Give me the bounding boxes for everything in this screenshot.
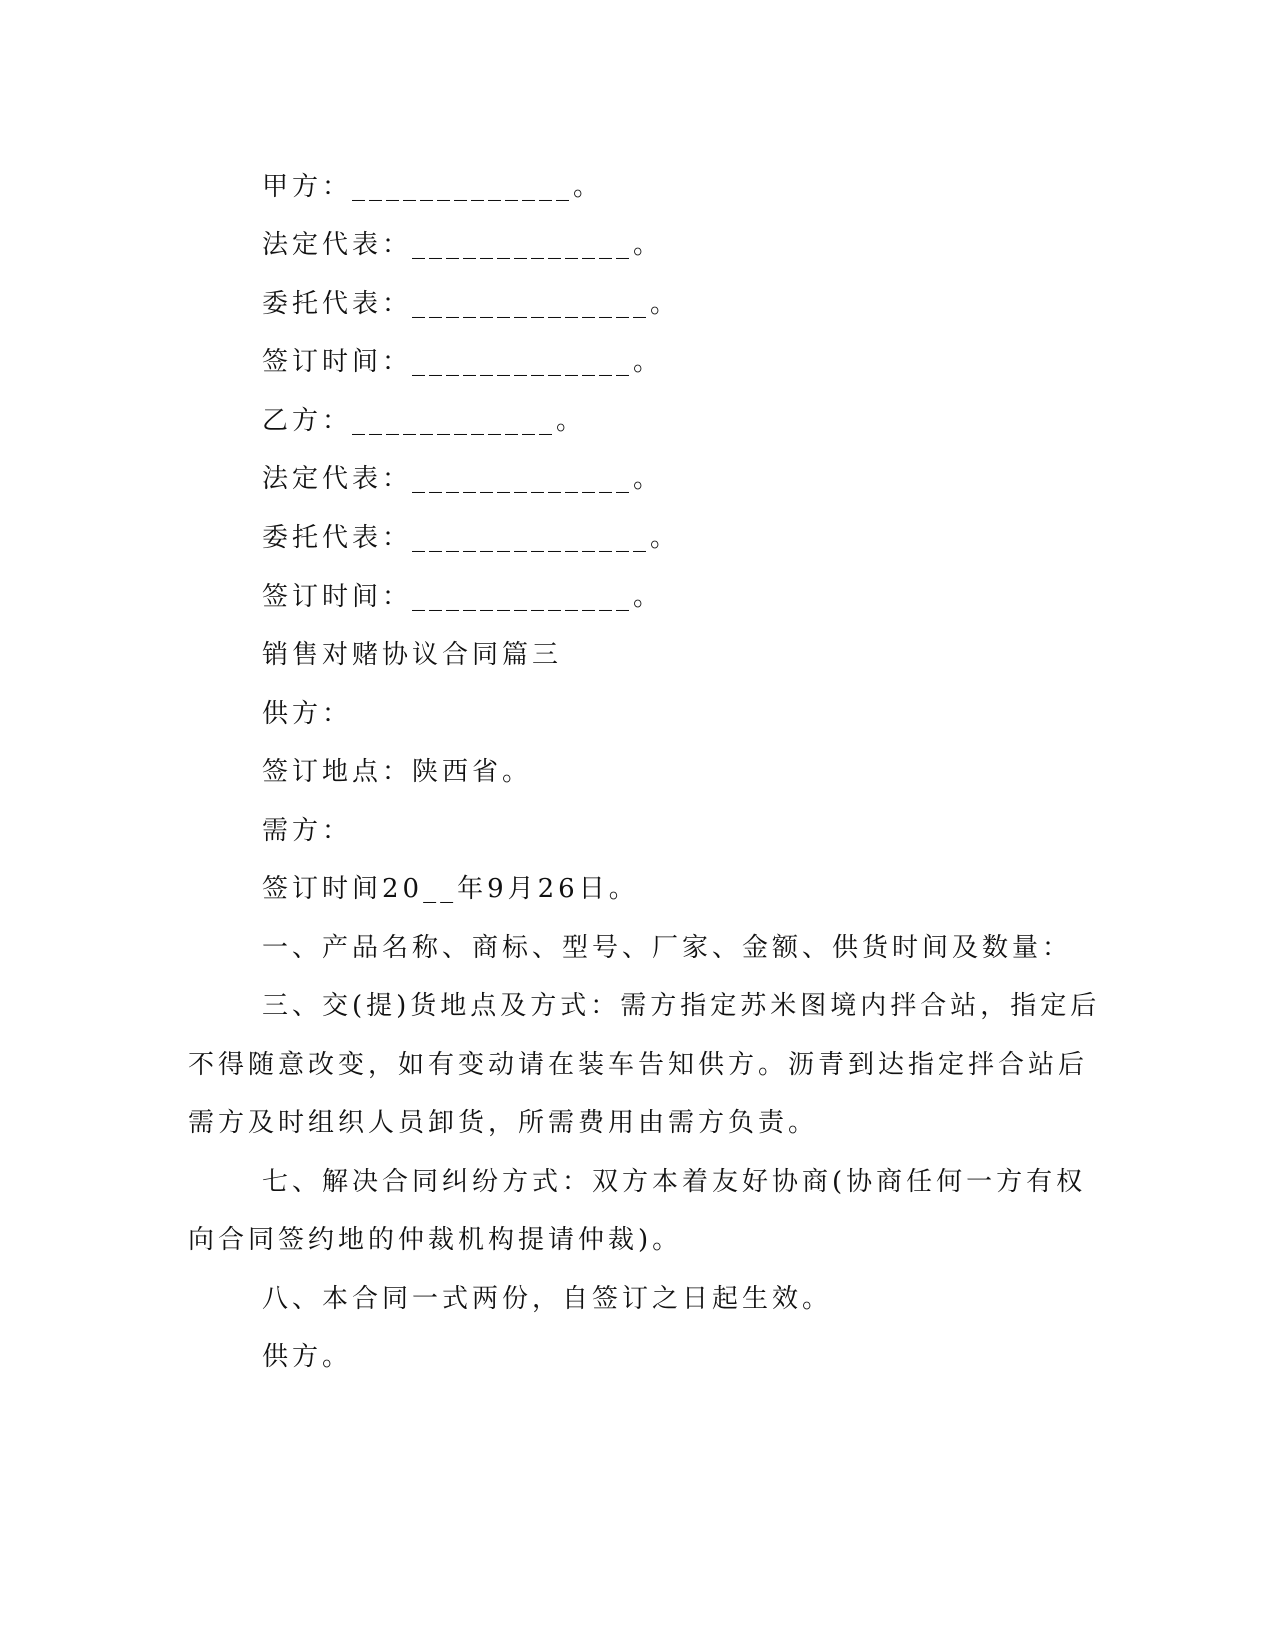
clause-7-line-1: 七、解决合同纠纷方式：双方本着友好协商(协商任何一方有权 [262, 1167, 1087, 1197]
clause-3-line-2: 不得随意改变，如有变动请在装车告知供方。沥青到达指定拌合站后 [188, 1050, 1089, 1080]
sign-time-line: 签订时间20__年9月26日。 [262, 874, 639, 904]
clause-8-line: 八、本合同一式两份，自签订之日起生效。 [262, 1284, 833, 1314]
clause-7-line-2: 向合同签约地的仲裁机构提请仲裁)。 [188, 1225, 683, 1255]
sign-location-line: 签订地点：陕西省。 [262, 757, 533, 787]
party-a-sign-date-line: 签订时间：_____________。 [262, 347, 664, 377]
party-b-line: 乙方：____________。 [262, 406, 587, 436]
supplier-line: 供方： [262, 699, 353, 729]
clause-3-line-3: 需方及时组织人员卸货，所需费用由需方负责。 [188, 1108, 819, 1138]
clause-1-line: 一、产品名称、商标、型号、厂家、金额、供货时间及数量： [262, 933, 1073, 963]
section-heading: 销售对赌协议合同篇三 [262, 640, 563, 670]
party-b-sign-date-line: 签订时间：_____________。 [262, 582, 664, 612]
party-a-line: 甲方：_____________。 [262, 172, 604, 202]
party-a-authorized-rep-line: 委托代表：______________。 [262, 289, 681, 319]
party-b-legal-rep-line: 法定代表：_____________。 [262, 464, 664, 494]
party-b-authorized-rep-line: 委托代表：______________。 [262, 523, 681, 553]
buyer-line: 需方： [262, 816, 353, 846]
clause-3-line-1: 三、交(提)货地点及方式：需方指定苏米图境内拌合站，指定后 [262, 991, 1101, 1021]
supplier-signature-line: 供方。 [262, 1342, 353, 1372]
party-a-legal-rep-line: 法定代表：_____________。 [262, 230, 664, 260]
